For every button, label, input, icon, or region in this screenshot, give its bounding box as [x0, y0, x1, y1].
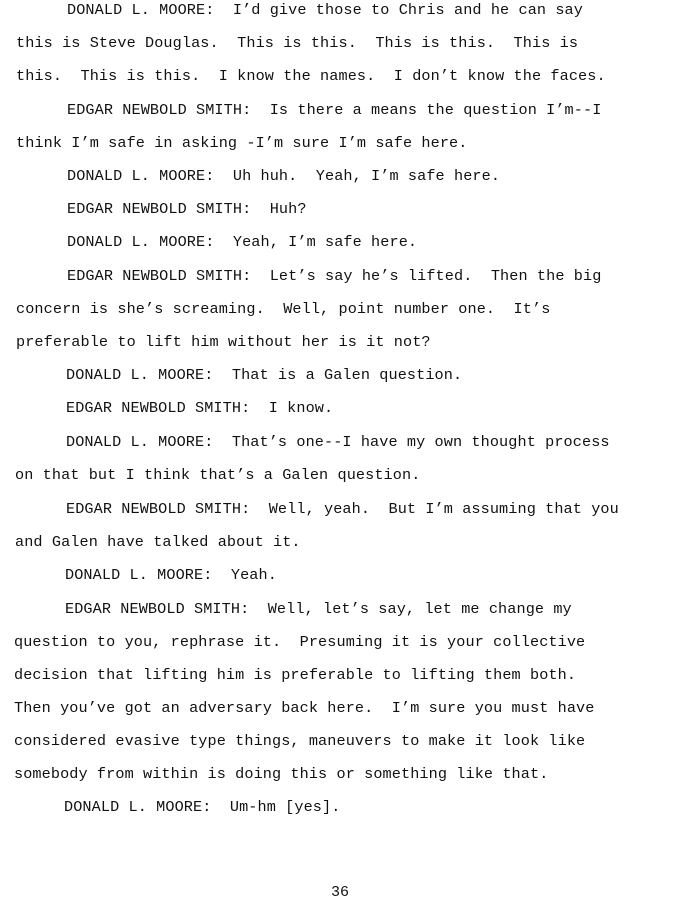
transcript-line: DONALD L. MOORE: Um-hm [yes].	[64, 798, 341, 816]
transcript-line: this is Steve Douglas. This is this. This is this. This is	[16, 34, 579, 52]
transcript-line: this. This is this. I know the names. I don’t know the faces.	[16, 67, 606, 85]
transcript-line: question to you, rephrase it. Presuming it is your collective	[14, 633, 586, 651]
transcript-line: EDGAR NEWBOLD SMITH: Is there a means the question I’m--I	[67, 101, 602, 119]
transcript-line: EDGAR NEWBOLD SMITH: Well, yeah. But I’m assuming that you	[66, 500, 619, 518]
transcript-line: preferable to lift him without her is it not?	[16, 333, 431, 351]
transcript-line: somebody from within is doing this or something like that.	[14, 765, 549, 783]
transcript-line: EDGAR NEWBOLD SMITH: I know.	[66, 399, 334, 417]
transcript-line: and Galen have talked about it.	[15, 533, 301, 551]
transcript-line: considered evasive type things, maneuvers to make it look like	[14, 732, 586, 750]
transcript-line: EDGAR NEWBOLD SMITH: Let’s say he’s lifted. Then the big	[67, 267, 602, 285]
transcript-line: Then you’ve got an adversary back here. I’m sure you must have	[14, 699, 595, 717]
transcript-line: decision that lifting him is preferable to lifting them both.	[14, 666, 577, 684]
transcript-line: DONALD L. MOORE: Yeah.	[65, 566, 277, 584]
transcript-line: on that but I think that’s a Galen question.	[15, 466, 421, 484]
transcript-line: concern is she’s screaming. Well, point number one. It’s	[16, 300, 551, 318]
transcript-line: DONALD L. MOORE: Yeah, I’m safe here.	[67, 233, 418, 251]
transcript-line: think I’m safe in asking -I’m sure I’m safe here.	[16, 134, 468, 152]
transcript-line: DONALD L. MOORE: That is a Galen question.	[66, 366, 463, 384]
transcript-line: DONALD L. MOORE: Uh huh. Yeah, I’m safe here.	[67, 167, 501, 185]
transcript-line: DONALD L. MOORE: I’d give those to Chris and he can say	[67, 1, 583, 19]
transcript-line: EDGAR NEWBOLD SMITH: Well, let’s say, let me change my	[65, 600, 572, 618]
transcript-line: DONALD L. MOORE: That’s one--I have my own thought process	[66, 433, 610, 451]
page-number: 36	[330, 884, 349, 901]
transcript-line: EDGAR NEWBOLD SMITH: Huh?	[67, 200, 307, 218]
